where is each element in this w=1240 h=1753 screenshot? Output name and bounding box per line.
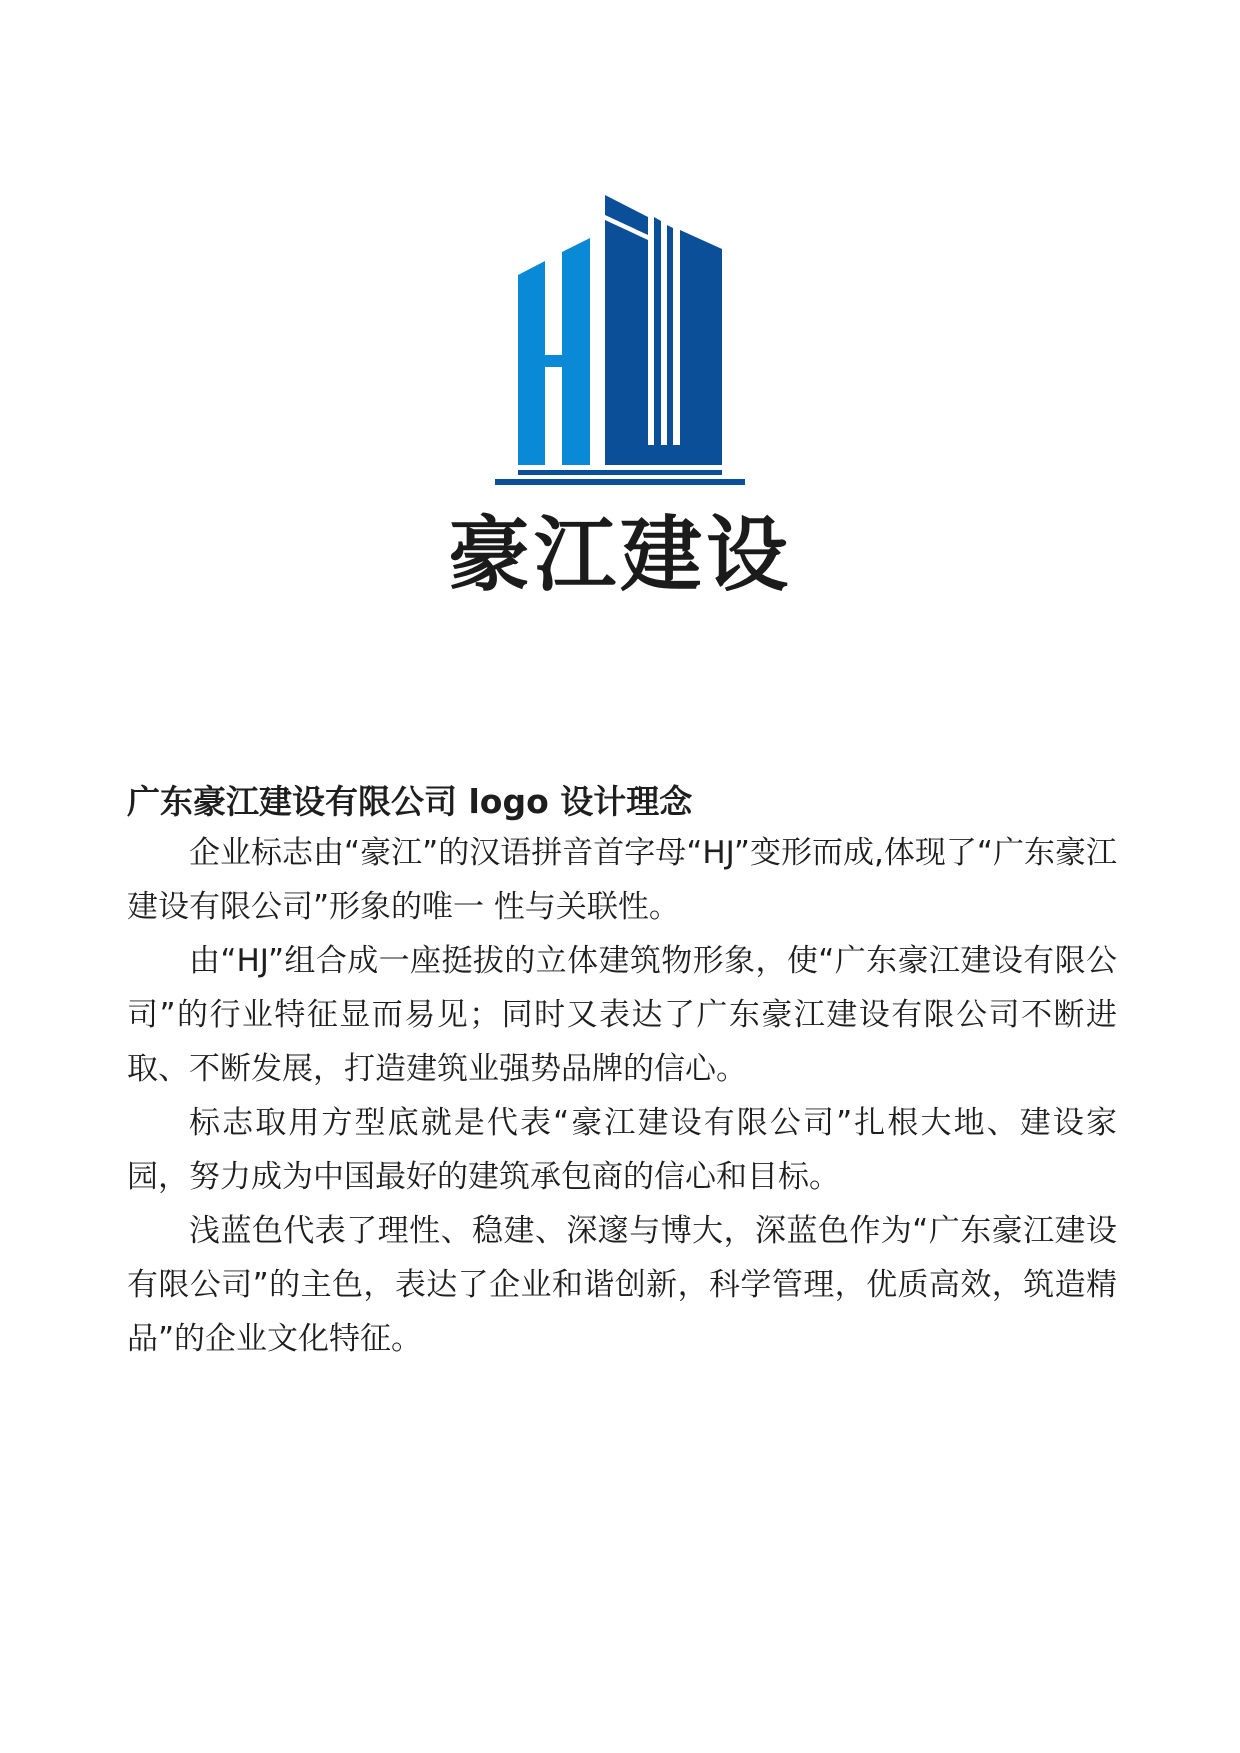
paragraph-2: 由“HJ”组合成一座挺拔的立体建筑物形象，使“广东豪江建设有限公司”的行业特征显而易见；同时又表达了广东豪江建设有限公司不断进取、不断发展，打造建筑业强势品牌的信心。 <box>127 943 1117 1087</box>
paragraph-3: 标志取用方型底就是代表“豪江建设有限公司”扎根大地、建设家园，努力成为中国最好的建筑承包商的信心和目标。 <box>127 1105 1117 1195</box>
section-heading: 广东豪江建设有限公司 logo 设计理念 <box>127 782 693 821</box>
hj-building-logo-icon <box>480 195 760 495</box>
paragraph-4: 浅蓝色代表了理性、稳建、深邃与博大，深蓝色作为“广东豪江建设有限公司”的主色，表达了企业和谐创新，科学管理，优质高效，筑造精品”的企业文化特征。 <box>127 1213 1117 1357</box>
brand-name: 豪江建设 <box>447 507 792 603</box>
paragraph-1: 企业标志由“豪江”的汉语拼音首字母“HJ”变形而成,体现了“广东豪江建设有限公司”形象的唯一 性与关联性。 <box>127 835 1117 925</box>
design-concept-section <box>127 778 1117 1366</box>
